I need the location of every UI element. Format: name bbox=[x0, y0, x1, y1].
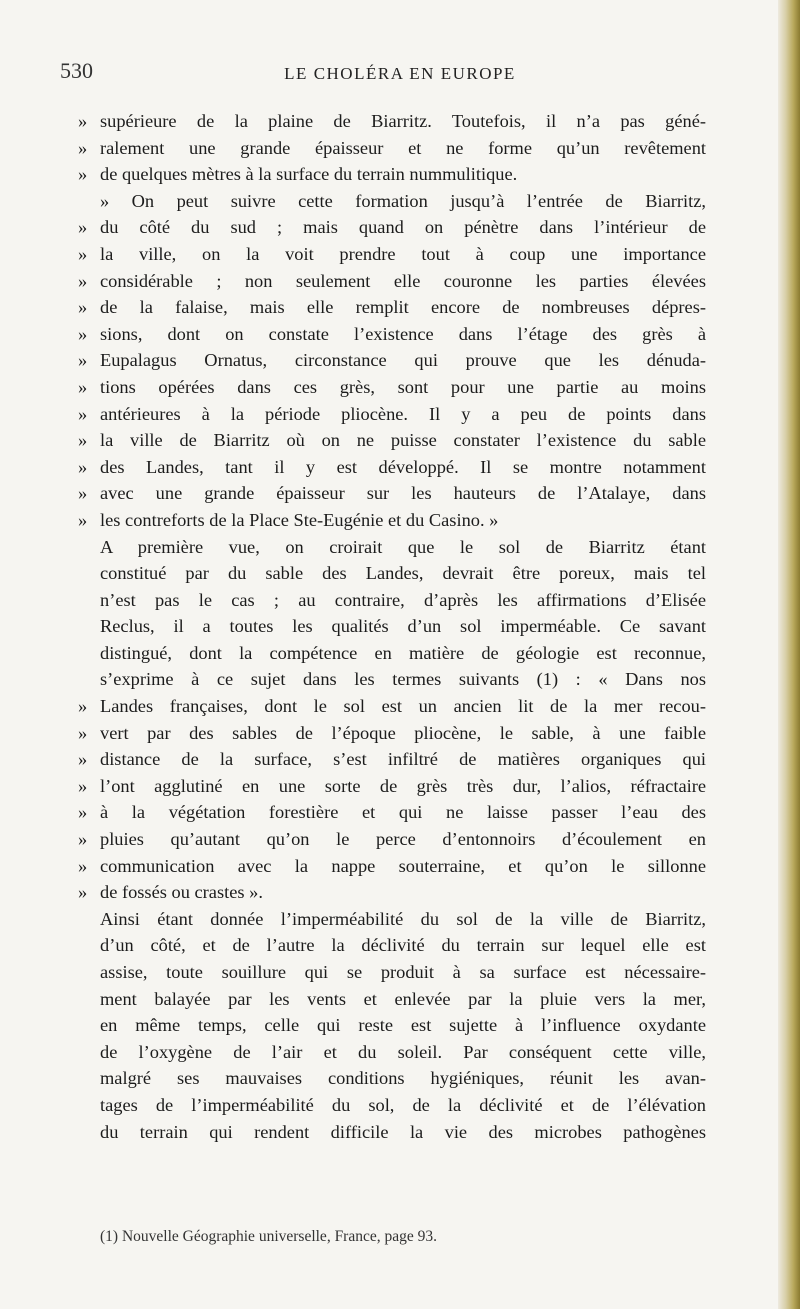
quote-mark: » bbox=[78, 855, 88, 876]
text-line bbox=[78, 932, 706, 959]
text-line bbox=[78, 347, 706, 374]
line-text: de l’oxygène de l’air et du soleil. Par conséquent cette ville, bbox=[100, 1041, 706, 1062]
line-text: Eupalagus Ornatus, circonstance qui prouve que les dénuda- bbox=[100, 350, 706, 371]
line-text: de la falaise, mais elle remplit encore de nombreuses dépres- bbox=[100, 297, 706, 318]
quote-mark: » bbox=[78, 323, 88, 344]
line-text: des Landes, tant il y est développé. Il se montre notamment bbox=[100, 456, 706, 477]
text-line bbox=[78, 587, 706, 614]
line-text: tions opérées dans ces grès, sont pour une partie au moins bbox=[100, 376, 706, 397]
text-line bbox=[78, 826, 706, 853]
quote-mark: » bbox=[78, 243, 88, 264]
line-text: vert par des sables de l’époque pliocène, le sable, à une faible bbox=[100, 722, 706, 743]
quote-mark: » bbox=[78, 829, 88, 850]
line-text: en même temps, celle qui reste est sujette à l’influence oxydante bbox=[100, 1015, 706, 1036]
line-text: pluies qu’autant qu’on le perce d’entonnoirs d’écoulement en bbox=[100, 829, 706, 850]
line-text: Landes françaises, dont le sol est un ancien lit de la mer recou- bbox=[100, 696, 706, 717]
text-line bbox=[78, 906, 706, 933]
line-text: ment balayée par les vents et enlevée par la pluie vers la mer, bbox=[100, 988, 706, 1009]
text-line bbox=[78, 188, 706, 215]
line-text: Reclus, il a toutes les qualités d’un sol imperméable. Ce savant bbox=[100, 616, 706, 637]
line-text: du côté du sud ; mais quand on pénètre dans l’intérieur de bbox=[100, 217, 706, 238]
page-number: 530 bbox=[60, 58, 93, 83]
quote-mark: » bbox=[78, 270, 88, 291]
line-text: supérieure de la plaine de Biarritz. Toutefois, il n’a pas géné- bbox=[100, 111, 706, 131]
line-text: tages de l’imperméabilité du sol, de la déclivité et de l’élévation bbox=[100, 1094, 706, 1115]
line-text: la ville de Biarritz où on ne puisse constater l’existence du sable bbox=[100, 430, 706, 451]
quote-mark: » bbox=[78, 696, 88, 717]
line-text: constitué par du sable des Landes, devrait être poreux, mais tel bbox=[100, 563, 706, 584]
line-text: distance de la surface, s’est infiltré de matières organiques qui bbox=[100, 749, 706, 770]
text-line bbox=[78, 666, 706, 693]
quote-mark: » bbox=[78, 722, 88, 743]
quote-mark: » bbox=[78, 802, 88, 823]
line-text: l’ont agglutiné en une sorte de grès très dur, l’alios, réfractaire bbox=[100, 775, 706, 796]
line-text: » On peut suivre cette formation jusqu’à l’entrée de Biarritz, bbox=[100, 190, 706, 211]
line-text: Ainsi étant donnée l’imperméabilité du sol de la ville de Biarritz, bbox=[100, 908, 706, 929]
line-text: de quelques mètres à la surface du terrain nummulitique. bbox=[100, 164, 518, 185]
text-line bbox=[78, 720, 706, 747]
text-line bbox=[78, 294, 706, 321]
line-text: s’exprime à ce sujet dans les termes suivants (1) : « Dans nos bbox=[100, 669, 706, 690]
page-header bbox=[60, 58, 740, 94]
text-line bbox=[78, 746, 706, 773]
line-text: antérieures à la période pliocène. Il y a peu de points dans bbox=[100, 403, 706, 424]
text-line bbox=[78, 986, 706, 1013]
text-line bbox=[78, 374, 706, 401]
line-text: sions, dont on constate l’existence dans l’étage des grès à bbox=[100, 323, 706, 344]
line-text: avec une grande épaisseur sur les hauteurs de l’Atalaye, dans bbox=[100, 483, 706, 504]
line-text: n’est pas le cas ; au contraire, d’après les affirmations d’Elisée bbox=[100, 589, 706, 610]
quote-mark: » bbox=[78, 297, 88, 318]
quote-mark: » bbox=[78, 483, 88, 504]
quote-mark: » bbox=[78, 217, 88, 238]
text-line bbox=[78, 427, 706, 454]
line-text: communication avec la nappe souterraine, et qu’on le sillonne bbox=[100, 855, 706, 876]
text-line bbox=[78, 241, 706, 268]
text-line bbox=[78, 853, 706, 880]
line-text: la ville, on la voit prendre tout à coup une importance bbox=[100, 243, 706, 264]
line-text: ralement une grande épaisseur et ne forme qu’un revêtement bbox=[100, 137, 706, 158]
body-text bbox=[78, 108, 706, 1145]
quote-mark: » bbox=[78, 430, 88, 451]
text-line bbox=[78, 879, 706, 906]
quote-mark: » bbox=[78, 350, 88, 371]
line-text: assise, toute souillure qui se produit à sa surface est nécessaire- bbox=[100, 962, 706, 982]
text-line bbox=[78, 135, 706, 162]
text-line bbox=[78, 640, 706, 667]
text-line bbox=[78, 613, 706, 640]
text-line bbox=[78, 108, 706, 135]
text-line bbox=[78, 534, 706, 561]
text-line bbox=[78, 959, 706, 986]
line-text: les contreforts de la Place Ste-Eugénie et du Casino. » bbox=[100, 509, 499, 530]
quote-mark: » bbox=[78, 775, 88, 796]
text-line bbox=[78, 507, 706, 534]
quote-mark: » bbox=[78, 456, 88, 477]
line-text: de fossés ou crastes ». bbox=[100, 882, 263, 903]
quote-mark: » bbox=[78, 403, 88, 424]
text-line bbox=[78, 693, 706, 720]
page-edge bbox=[778, 0, 800, 1309]
line-text: du terrain qui rendent difficile la vie des microbes pathogènes bbox=[100, 1121, 706, 1142]
text-line bbox=[78, 560, 706, 587]
quote-mark: » bbox=[78, 164, 88, 185]
text-line bbox=[78, 161, 706, 188]
running-title: LE CHOLÉRA EN EUROPE bbox=[284, 64, 516, 83]
text-line bbox=[78, 454, 706, 481]
line-text: distingué, dont la compétence en matière de géologie est reconnue, bbox=[100, 642, 706, 663]
quote-mark: » bbox=[78, 882, 88, 903]
text-line bbox=[78, 799, 706, 826]
text-line bbox=[78, 401, 706, 428]
quote-mark: » bbox=[78, 137, 88, 158]
line-text: A première vue, on croirait que le sol de Biarritz étant bbox=[100, 536, 706, 557]
line-text: d’un côté, et de l’autre la déclivité du terrain sur lequel elle est bbox=[100, 935, 706, 956]
text-line bbox=[78, 1039, 706, 1066]
quote-mark: » bbox=[78, 749, 88, 770]
text-line bbox=[78, 321, 706, 348]
text-line bbox=[78, 773, 706, 800]
text-line bbox=[78, 480, 706, 507]
line-text: malgré ses mauvaises conditions hygiéniques, réunit les avan- bbox=[100, 1068, 706, 1089]
footnote: (1) Nouvelle Géographie universelle, France, page 93. bbox=[100, 1228, 437, 1245]
text-line bbox=[78, 268, 706, 295]
line-text: à la végétation forestière et qui ne laisse passer l’eau des bbox=[100, 802, 706, 823]
text-line bbox=[78, 214, 706, 241]
quote-mark: » bbox=[78, 376, 88, 397]
quote-mark: » bbox=[78, 111, 88, 131]
text-line bbox=[78, 1119, 706, 1146]
line-text: considérable ; non seulement elle couronne les parties élevées bbox=[100, 270, 706, 291]
text-line bbox=[78, 1012, 706, 1039]
text-line bbox=[78, 1065, 706, 1092]
text-line bbox=[78, 1092, 706, 1119]
quote-mark: » bbox=[78, 509, 88, 530]
